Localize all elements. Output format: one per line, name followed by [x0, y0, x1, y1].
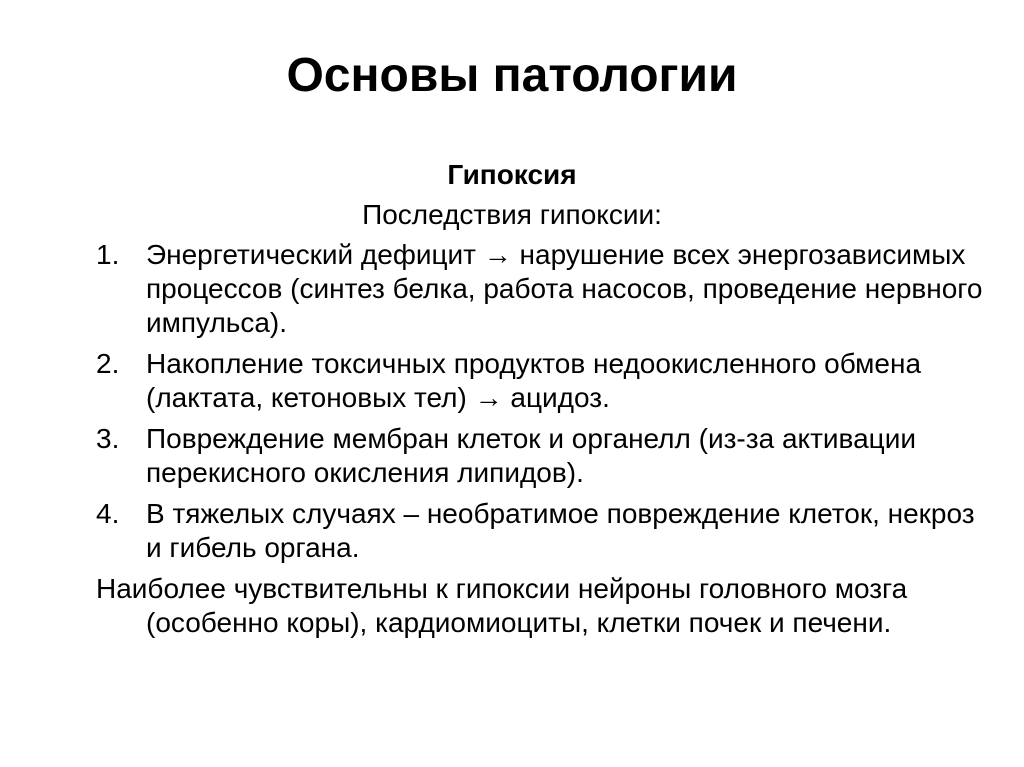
- list-item: [96, 422, 996, 490]
- list-item-number: 3.: [96, 423, 120, 454]
- list-item: [96, 347, 996, 415]
- list-item-text: В тяжелых случаях – необратимое повреждение клеток, некроз и гибель органа.: [146, 498, 975, 563]
- page-title: Основы патологии: [286, 49, 738, 102]
- list-item: [96, 238, 996, 340]
- list-heading: Последствия гипоксии:: [362, 199, 662, 230]
- list-item: [96, 497, 996, 565]
- section-heading: Гипоксия: [447, 159, 577, 190]
- list-item-text: Повреждение мембран клеток и органелл (из-за активации перекисного окисления липидов).: [146, 423, 916, 488]
- content-body: [96, 238, 996, 640]
- list-item-text: Накопление токсичных продуктов недоокисленного обмена (лактата, кетоновых тел) → ацидоз.: [146, 348, 922, 413]
- list-item-number: 1.: [96, 239, 120, 270]
- list-item-number: 4.: [96, 498, 120, 529]
- closing-paragraph: Наиболее чувствительны к гипоксии нейроны головного мозга (особенно коры), кардиомиоциты, клетки почек и печени.: [96, 573, 908, 638]
- list-item-number: 2.: [96, 348, 120, 379]
- list-item-text: Энергетический дефицит → нарушение всех энергозависимых процессов (синтез белка, работа насосов, проведение нервного импульса).: [146, 239, 983, 338]
